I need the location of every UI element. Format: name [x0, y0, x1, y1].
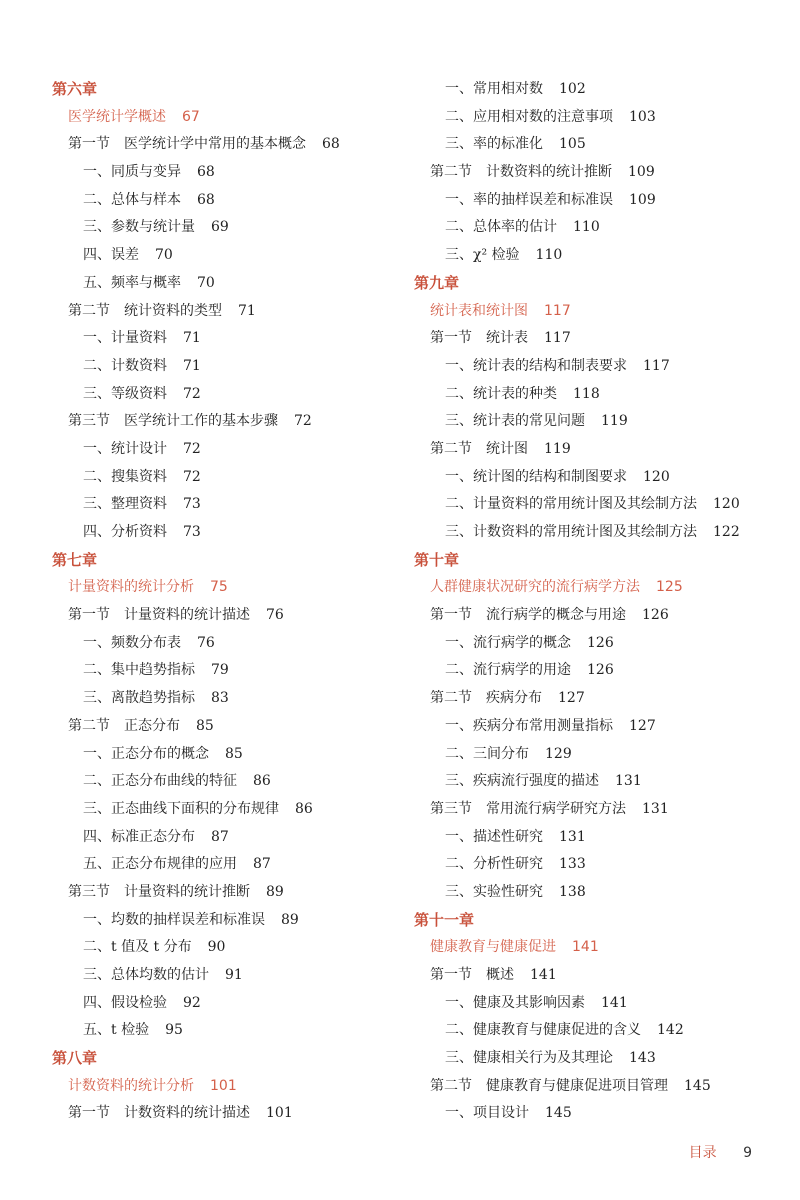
- toc-entry-text: 第三节 常用流行病学研究方法: [430, 800, 626, 817]
- toc-page-number: 89: [266, 883, 284, 900]
- toc-entry-text: 五、t 检验: [83, 1022, 150, 1039]
- toc-page-number: 70: [197, 274, 215, 291]
- toc-entry-text: 三、健康相关行为及其理论: [445, 1050, 613, 1067]
- toc-entry-text: 一、正态分布的概念: [83, 745, 209, 762]
- toc-entry-text: 五、频率与概率: [83, 274, 181, 291]
- toc-page-number: 76: [266, 607, 284, 624]
- toc-page-number: 91: [225, 967, 243, 983]
- toc-item: [414, 879, 774, 907]
- toc-entry-text: 人群健康状况研究的流行病学方法: [430, 579, 640, 596]
- toc-section: [52, 298, 392, 326]
- toc-page-number: 87: [211, 828, 229, 845]
- toc-entry-text: 二、流行病学的用途: [445, 662, 571, 679]
- toc-entry-text: 四、假设检验: [83, 994, 167, 1011]
- toc-page-number: 86: [295, 800, 313, 817]
- toc-item: [52, 657, 392, 685]
- toc-item: [52, 685, 392, 713]
- toc-section: [414, 325, 774, 353]
- toc-entry-text: 二、正态分布曲线的特征: [83, 773, 237, 790]
- toc-page-number: 119: [544, 440, 571, 457]
- toc-section: [414, 159, 774, 187]
- toc-page-number: 120: [713, 496, 740, 513]
- toc-page-number: 90: [207, 939, 226, 956]
- toc-page-number: 102: [559, 81, 586, 97]
- toc-entry-text: 五、正态分布规律的应用: [83, 856, 237, 873]
- toc-entry-text: 三、计数资料的常用统计图及其绘制方法: [445, 524, 697, 540]
- toc-page-number: 145: [545, 1105, 572, 1122]
- toc-entry-text: 第三节 医学统计工作的基本步骤: [68, 413, 278, 430]
- toc-entry-text: 二、健康教育与健康促进的含义: [445, 1022, 641, 1039]
- toc-entry-text: 三、整理资料: [83, 496, 167, 513]
- toc-item: [414, 214, 774, 242]
- toc-entry-text: 第六章: [52, 80, 98, 98]
- toc-item: [52, 851, 392, 879]
- toc-entry-text: 三、参数与统计量: [83, 219, 195, 236]
- toc-page-number: 110: [535, 247, 563, 264]
- toc-entry-text: 三、χ² 检验: [445, 247, 520, 264]
- toc-section: [414, 436, 774, 464]
- toc-item: [52, 796, 392, 824]
- toc-page-number: 143: [629, 1050, 656, 1067]
- toc-chapter-title: [52, 104, 392, 132]
- toc-item: [414, 76, 774, 104]
- toc-page-number: 145: [684, 1077, 711, 1094]
- toc-item: [52, 519, 392, 547]
- toc-entry-text: 第二节 计数资料的统计推断: [430, 164, 612, 181]
- toc-page-number: 86: [253, 773, 271, 790]
- toc-chapter-heading: [52, 76, 392, 104]
- toc-item: [414, 713, 774, 741]
- toc-entry-text: 三、实验性研究: [445, 883, 543, 900]
- toc-entry-text: 第九章: [414, 273, 460, 292]
- toc-entry-text: 二、应用相对数的注意事项: [445, 108, 613, 125]
- toc-section: [52, 1100, 392, 1128]
- toc-entry-text: 第二节 统计资料的类型: [68, 302, 222, 319]
- toc-item: [52, 491, 392, 519]
- toc-page-number: 131: [559, 828, 586, 845]
- toc-item: [414, 768, 774, 796]
- toc-entry-text: 第十章: [414, 550, 460, 569]
- toc-item: [52, 824, 392, 852]
- toc-item: [414, 491, 774, 519]
- toc-entry-text: 三、率的标准化: [445, 136, 543, 153]
- toc-entry-text: 二、总体与样本: [83, 191, 181, 208]
- toc-page-number: 109: [628, 164, 655, 181]
- toc-page-number: 109: [629, 191, 656, 208]
- toc-item: [52, 907, 392, 935]
- toc-item: [414, 990, 774, 1018]
- footer-page-number: 9: [743, 1145, 752, 1161]
- toc-page-number: 141: [601, 994, 628, 1011]
- toc-page-number: 131: [615, 773, 642, 790]
- toc-item: [52, 990, 392, 1018]
- toc-page-number: 101: [210, 1077, 237, 1094]
- toc-page-number: 110: [573, 219, 600, 236]
- toc-entry-text: 第一节 统计表: [430, 330, 528, 347]
- toc-page-number: 89: [281, 911, 299, 928]
- toc-page-number: 72: [183, 385, 201, 402]
- toc-entry-text: 一、率的抽样误差和标准误: [445, 191, 613, 208]
- toc-page-number: 117: [544, 302, 571, 319]
- toc-chapter-heading: [52, 547, 392, 575]
- toc-page-number: 133: [559, 856, 586, 873]
- toc-page-number: 126: [587, 634, 614, 651]
- toc-item: [414, 104, 774, 132]
- toc-entry-text: 一、疾病分布常用测量指标: [445, 717, 613, 734]
- toc-page-number: 103: [629, 108, 656, 125]
- toc-entry-text: 二、三间分布: [445, 745, 529, 762]
- toc-entry-text: 一、健康及其影响因素: [445, 994, 585, 1011]
- toc-page-number: 76: [197, 634, 215, 651]
- toc-entry-text: 健康教育与健康促进: [430, 939, 556, 956]
- toc-page-number: 75: [210, 579, 228, 596]
- toc-entry-text: 一、均数的抽样误差和标准误: [83, 911, 265, 928]
- toc-page-number: 79: [211, 662, 229, 679]
- toc-chapter-title: [52, 1073, 392, 1101]
- toc-item: [52, 353, 392, 381]
- toc-entry-text: 第三节 计量资料的统计推断: [68, 883, 250, 900]
- toc-page-number: 138: [559, 883, 586, 900]
- toc-item: [414, 1017, 774, 1045]
- toc-chapter-heading: [52, 1045, 392, 1073]
- toc-page-number: 131: [642, 800, 669, 817]
- toc-section: [414, 685, 774, 713]
- page-footer: [689, 1142, 752, 1162]
- toc-entry-text: 二、计数资料: [83, 357, 167, 374]
- toc-entry-text: 三、等级资料: [83, 385, 167, 402]
- toc-item: [52, 436, 392, 464]
- toc-item: [414, 242, 774, 270]
- toc-entry-text: 二、搜集资料: [83, 468, 167, 485]
- toc-entry-text: 二、分析性研究: [445, 856, 543, 873]
- toc-item: [52, 464, 392, 492]
- toc-section: [414, 602, 774, 630]
- toc-entry-text: 四、分析资料: [83, 524, 167, 540]
- toc-entry-text: 一、项目设计: [445, 1105, 529, 1122]
- toc-entry-text: 二、总体率的估计: [445, 219, 557, 236]
- toc-page-number: 101: [266, 1105, 293, 1122]
- toc-page-number: 85: [225, 745, 243, 762]
- toc-entry-text: 四、标准正态分布: [83, 828, 195, 845]
- toc-chapter-heading: [414, 270, 774, 298]
- toc-page-number: 142: [657, 1022, 684, 1039]
- toc-page-number: 72: [183, 440, 201, 457]
- toc-item: [414, 131, 774, 159]
- toc-item: [414, 353, 774, 381]
- toc-item: [414, 657, 774, 685]
- toc-entry-text: 计数资料的统计分析: [68, 1077, 194, 1094]
- toc-entry-text: 一、流行病学的概念: [445, 634, 571, 651]
- toc-page-number: 141: [572, 939, 599, 956]
- toc-entry-text: 第十一章: [414, 910, 475, 929]
- toc-item: [414, 464, 774, 492]
- toc-item: [414, 187, 774, 215]
- toc-item: [52, 242, 392, 270]
- toc-entry-text: 二、t 值及 t 分布: [83, 939, 192, 956]
- toc-entry-text: 三、疾病流行强度的描述: [445, 773, 599, 790]
- toc-page-number: 68: [197, 191, 215, 208]
- toc-entry-text: 第八章: [52, 1049, 98, 1068]
- toc-right-column: [414, 76, 774, 1128]
- toc-page-number: 119: [601, 413, 628, 430]
- toc-page-number: 72: [183, 468, 201, 485]
- toc-entry-text: 二、计量资料的常用统计图及其绘制方法: [445, 496, 697, 513]
- toc-entry-text: 一、常用相对数: [445, 81, 543, 97]
- footer-label: 目录: [688, 1145, 717, 1161]
- toc-item: [414, 851, 774, 879]
- toc-entry-text: 统计表和统计图: [430, 302, 528, 319]
- toc-page-number: 122: [713, 524, 740, 540]
- toc-page-number: 67: [182, 108, 200, 125]
- toc-page-number: 95: [165, 1022, 183, 1039]
- toc-page-number: 120: [643, 468, 670, 485]
- toc-section: [52, 602, 392, 630]
- toc-section: [414, 962, 774, 990]
- toc-entry-text: 三、正态曲线下面积的分布规律: [83, 800, 279, 817]
- toc-item: [414, 519, 774, 547]
- toc-page-number: 105: [559, 136, 586, 153]
- toc-page-number: 85: [196, 717, 214, 734]
- toc-entry-text: 第七章: [52, 550, 98, 569]
- toc-page-number: 92: [183, 994, 201, 1011]
- toc-section: [52, 879, 392, 907]
- toc-item: [52, 962, 392, 990]
- toc-entry-text: 第一节 计量资料的统计描述: [68, 607, 250, 624]
- toc-item: [414, 630, 774, 658]
- toc-item: [52, 1017, 392, 1045]
- toc-page-number: 117: [643, 357, 670, 374]
- toc-entry-text: 一、计量资料: [83, 330, 167, 347]
- toc-entry-text: 第一节 概述: [430, 967, 514, 983]
- toc-entry-text: 一、统计图的结构和制图要求: [445, 468, 627, 485]
- toc-left-column: [52, 76, 392, 1128]
- toc-page-number: 141: [530, 967, 557, 983]
- toc-page-number: 87: [253, 856, 271, 873]
- toc-item: [52, 630, 392, 658]
- toc-page-number: 127: [629, 717, 656, 734]
- toc-entry-text: 二、集中趋势指标: [83, 662, 195, 679]
- toc-page-number: 127: [558, 690, 585, 707]
- toc-page-number: 117: [544, 330, 571, 347]
- toc-section: [52, 713, 392, 741]
- toc-page-number: 71: [183, 357, 201, 374]
- toc-item: [52, 768, 392, 796]
- toc-entry-text: 一、统计设计: [83, 440, 167, 457]
- toc-item: [52, 741, 392, 769]
- toc-page-number: 126: [587, 662, 614, 679]
- toc-entry-text: 三、离散趋势指标: [83, 690, 195, 707]
- toc-section: [414, 796, 774, 824]
- toc-entry-text: 第一节 计数资料的统计描述: [68, 1105, 250, 1122]
- toc-chapter-heading: [414, 907, 774, 935]
- toc-chapter-heading: [414, 547, 774, 575]
- toc-item: [414, 1045, 774, 1073]
- toc-page-number: 69: [211, 219, 229, 236]
- toc-entry-text: 计量资料的统计分析: [68, 579, 194, 596]
- toc-page-number: 68: [322, 136, 340, 153]
- toc-item: [52, 187, 392, 215]
- toc-entry-text: 二、统计表的种类: [445, 385, 557, 402]
- toc-page-number: 68: [197, 164, 215, 181]
- toc-page-number: 118: [573, 385, 600, 402]
- toc-page-number: 126: [642, 607, 669, 624]
- toc-page-number: 70: [155, 247, 173, 264]
- toc-item: [52, 934, 392, 962]
- toc-item: [52, 270, 392, 298]
- toc-entry-text: 三、统计表的常见问题: [445, 413, 585, 430]
- toc-entry-text: 医学统计学概述: [68, 108, 166, 125]
- toc-item: [52, 381, 392, 409]
- toc-entry-text: 三、总体均数的估计: [83, 967, 209, 983]
- toc-item: [414, 741, 774, 769]
- toc-chapter-title: [414, 934, 774, 962]
- toc-entry-text: 一、同质与变异: [83, 164, 181, 181]
- toc-entry-text: 一、描述性研究: [445, 828, 543, 845]
- toc-page-number: 71: [238, 302, 256, 319]
- toc-entry-text: 第一节 医学统计学中常用的基本概念: [68, 136, 306, 153]
- toc-section: [52, 131, 392, 159]
- toc-entry-text: 一、频数分布表: [83, 634, 181, 651]
- toc-page-number: 83: [211, 690, 229, 707]
- toc-item: [414, 408, 774, 436]
- toc-item: [52, 325, 392, 353]
- toc-item: [414, 1100, 774, 1128]
- toc-entry-text: 第二节 疾病分布: [430, 690, 542, 707]
- toc-chapter-title: [414, 574, 774, 602]
- toc-entry-text: 第二节 正态分布: [68, 717, 180, 734]
- toc-page-number: 73: [183, 496, 201, 513]
- toc-item: [414, 824, 774, 852]
- toc-item: [52, 159, 392, 187]
- toc-page-number: 72: [294, 413, 312, 430]
- toc-entry-text: 第二节 健康教育与健康促进项目管理: [430, 1077, 668, 1094]
- toc-page-number: 71: [183, 330, 201, 347]
- toc-entry-text: 四、误差: [83, 247, 139, 264]
- toc-item: [52, 214, 392, 242]
- toc-page-number: 125: [656, 579, 683, 596]
- toc-page-number: 129: [545, 745, 572, 762]
- toc-entry-text: 一、统计表的结构和制表要求: [445, 357, 627, 374]
- toc-section: [52, 408, 392, 436]
- toc-chapter-title: [52, 574, 392, 602]
- toc-entry-text: 第一节 流行病学的概念与用途: [430, 607, 626, 624]
- toc-entry-text: 第二节 统计图: [430, 440, 528, 457]
- toc-section: [414, 1073, 774, 1101]
- toc-item: [414, 381, 774, 409]
- toc-page-number: 73: [183, 524, 201, 540]
- toc-chapter-title: [414, 298, 774, 326]
